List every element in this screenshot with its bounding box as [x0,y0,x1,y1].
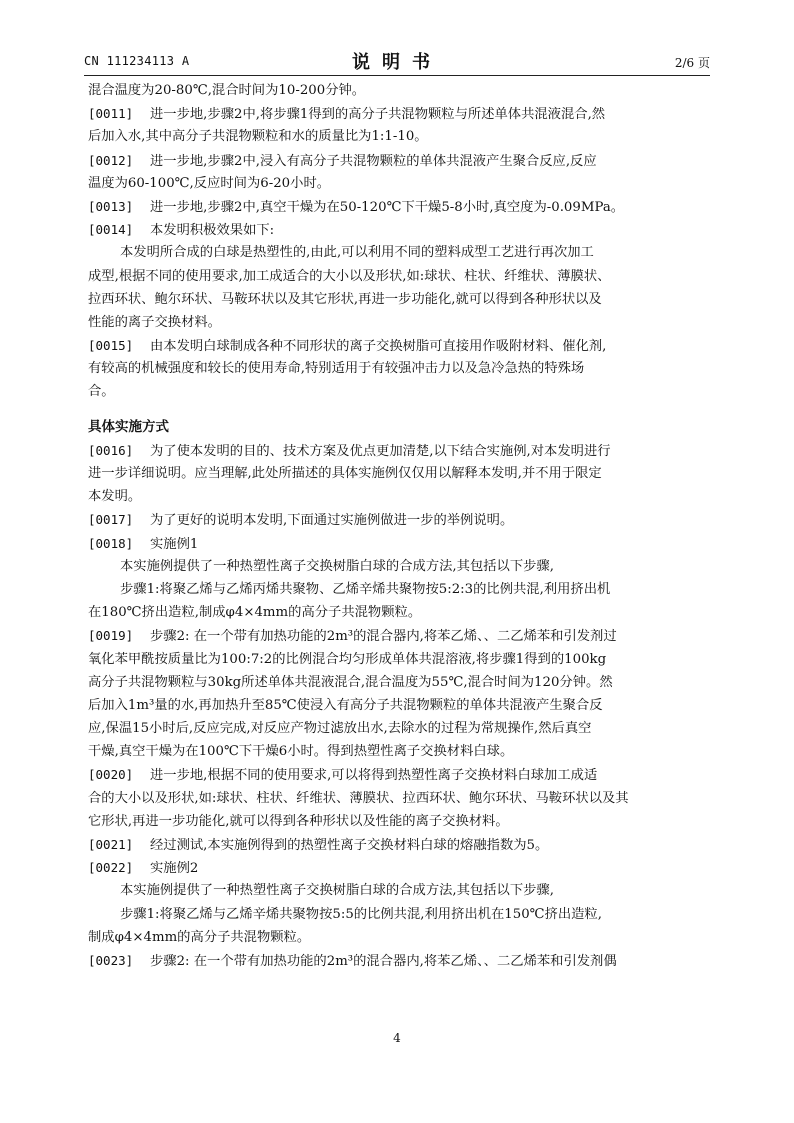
document-title: 说明书 [352,52,442,73]
text-line: 进一步详细说明。应当理解,此处所描述的具体实施例仅仅用以解释本发明,并不用于限定 [88,466,602,481]
text-line: 进一步地,根据不同的使用要求,可以将得到热塑性离子交换材料白球加工成适 [150,768,598,784]
paragraph-tag: [0021] [88,837,134,852]
text-line: 进一步地,步骤2中,将步骤1得到的高分子共混物颗粒与所述单体共混液混合,然 [150,107,606,123]
page-count: 2/6 页 [674,56,710,70]
text-line: 合。 [88,384,115,400]
header-rule [84,75,710,76]
text-line: 后加入1m³量的水,再加热升至85℃使浸入有高分子共混物颗粒的单体共混液产生聚合反 [88,697,603,713]
paragraph-tag: [0011] [88,106,134,122]
patent-number: CN 111234113 A [84,54,190,68]
text-line: 在180℃挤出造粒,制成φ4×4mm的高分子共混物颗粒。 [88,605,422,621]
text-line: 它形状,再进一步功能化,就可以得到各种形状以及性能的离子交换材料。 [88,813,509,829]
paragraph-0011 [88,102,708,125]
paragraph-tag: [0016] [88,442,134,458]
paragraph-tag: [0019] [88,628,134,644]
text-line: 成型,根据不同的使用要求,加工成适合的大小以及形状,如:球状、柱状、纤维状、薄膜状、 [88,268,611,284]
text-line: 性能的离子交换材料。 [88,314,221,330]
text-line: 本发明所合成的白球是热塑性的,由此,可以利用不同的塑料成型工艺进行再次加工 [120,245,594,261]
paragraph-0022 [88,856,708,879]
text-line: 高分子共混物颗粒与30kg所述单体共混液混合,混合温度为55℃,混合时间为120分钟。然 [88,674,613,690]
paragraph-tag: [0015] [88,338,134,354]
text-line: 为了使本发明的目的、技术方案及优点更加清楚,以下结合实施例,对本发明进行 [150,443,611,459]
text-line: 本实施例提供了一种热塑性离子交换树脂白球的合成方法,其包括以下步骤, [120,883,554,899]
text-line: 后加入水,其中高分子共混物颗粒和水的质量比为1:1-10。 [88,129,428,145]
paragraph-tag: [0022] [88,860,134,876]
paragraph-0023 [88,949,708,972]
paragraph-tag: [0018] [88,535,134,551]
paragraph-0020 [88,763,708,786]
text-line: 进一步地,步骤2中,真空干燥为在50-120℃下干燥5-8小时,真空度为-0.09MPa。 [150,199,625,215]
text-line: 本发明。 [88,489,142,505]
section-heading: 具体实施方式 [88,418,169,435]
text-line: 干燥,真空干燥为在100℃下干燥6小时。得到热塑性离子交换材料白球。 [88,744,514,760]
paragraph-tag: [0014] [88,222,134,238]
text-line: 经过测试,本实施例得到的热塑性离子交换材料白球的熔融指数为5。 [150,838,549,853]
text-line: 温度为60-100℃,反应时间为6-20小时。 [88,175,331,191]
paragraph-tag: [0017] [88,512,134,528]
paragraph-tag: [0020] [88,767,134,783]
example-heading: 实施例1 [150,536,199,552]
text-line: 进一步地,步骤2中,浸入有高分子共混物颗粒的单体共混液产生聚合反应,反应 [150,153,597,169]
paragraph-0021 [88,833,708,856]
paragraph-tag: [0012] [88,152,134,168]
example-heading: 实施例2 [150,861,199,877]
text-line: 步骤1:将聚乙烯与乙烯辛烯共聚物按5:5的比例共混,利用挤出机在150℃挤出造粒, [120,906,602,922]
paragraph-0019 [88,624,708,647]
text-line: 氧化苯甲酰按质量比为100:7:2的比例混合均匀形成单体共混溶液,将步骤1得到的100kg [88,651,607,667]
paragraph-tag: [0013] [88,198,134,214]
text-line: 为了更好的说明本发明,下面通过实施例做进一步的举例说明。 [150,513,514,529]
text-line: 合的大小以及形状,如:球状、柱状、纤维状、薄膜状、拉西环状、鲍尔环状、马鞍环状以及其 [88,790,629,806]
text-line: 步骤1:将聚乙烯与乙烯丙烯共聚物、乙烯辛烯共聚物按5:2:3的比例共混,利用挤出机 [120,581,611,597]
text-line: 由本发明白球制成各种不同形状的离子交换树脂可直接用作吸附材料、催化剂, [150,339,607,355]
text-line: 步骤2: 在一个带有加热功能的2m³的混合器内,将苯乙烯、、二乙烯苯和引发剂偶 [150,953,617,969]
paragraph-0013 [88,195,708,218]
text-line: 有较高的机械强度和较长的使用寿命,特别适用于有较强冲击力以及急冷急热的特殊场 [88,361,585,377]
document-body [88,79,708,972]
text-line: 应,保温15小时后,反应完成,对反应产物过滤放出水,去除水的过程为常规操作,然后真空 [88,721,592,737]
paragraph-tag: [0023] [88,952,134,968]
paragraph-0017 [88,508,708,531]
text-line: 本发明积极效果如下: [150,223,275,239]
paragraph-0012 [88,149,708,172]
paragraph-0016 [88,439,708,462]
text-line: 本实施例提供了一种热塑性离子交换树脂白球的合成方法,其包括以下步骤, [120,558,554,574]
text-line: 混合温度为20-80℃,混合时间为10-200分钟。 [88,83,366,98]
text-line: 拉西环状、鲍尔环状、马鞍环状以及其它形状,再进一步功能化,就可以得到各种形状以及 [88,291,602,307]
text-line: 制成φ4×4mm的高分子共混物颗粒。 [88,929,311,945]
page-header [84,48,710,74]
page-number: 4 [393,1031,401,1045]
text-line: 步骤2: 在一个带有加热功能的2m³的混合器内,将苯乙烯、、二乙烯苯和引发剂过 [150,629,617,645]
paragraph-0015 [88,334,708,357]
paragraph-0014 [88,218,708,241]
paragraph-0018 [88,532,708,555]
